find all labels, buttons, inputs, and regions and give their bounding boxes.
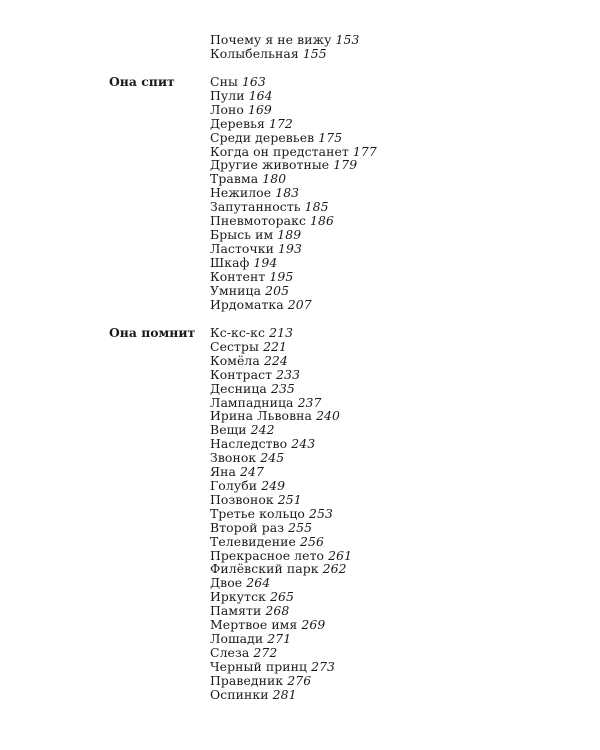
toc-entry <box>210 242 377 256</box>
toc-entry-page-number: 183 <box>275 185 300 201</box>
toc-entry <box>210 368 352 382</box>
toc-entry <box>210 576 352 590</box>
section-title-she-sleeps: Она спит <box>109 74 175 89</box>
toc-entry-page-number: 249 <box>261 477 286 493</box>
toc-entry-page-number: 207 <box>287 296 312 312</box>
toc-entry-title: Черный принц <box>210 658 308 674</box>
toc-entry-title: Умница <box>210 282 262 298</box>
toc-entry-title: Иркутск <box>210 589 267 605</box>
toc-entry-title: Филёвский парк <box>210 561 319 577</box>
toc-entry <box>210 688 352 702</box>
toc-entry <box>210 493 352 507</box>
toc-entry-title: Второй раз <box>210 519 285 535</box>
toc-entry <box>210 75 377 89</box>
section-she-sleeps-entries <box>210 75 377 311</box>
toc-entry-title: Сестры <box>210 338 260 354</box>
toc-entry-page-number: 233 <box>276 366 301 382</box>
toc-entry-page-number: 172 <box>268 115 293 131</box>
toc-entry-title: Другие животные <box>210 157 330 173</box>
toc-entry-title: Травма <box>210 171 259 187</box>
toc-entry <box>210 326 352 340</box>
toc-entry <box>210 451 352 465</box>
toc-entry <box>210 145 377 159</box>
toc-entry-page-number: 180 <box>262 171 287 187</box>
toc-entry <box>210 117 377 131</box>
toc-entry <box>210 646 352 660</box>
toc-entry-title: Когда он предстанет <box>210 143 349 159</box>
toc-entry-page-number: 268 <box>265 603 290 619</box>
toc-entry-page-number: 265 <box>270 589 295 605</box>
toc-entry-page-number: 264 <box>246 575 271 591</box>
toc-entry-title: Запутанность <box>210 199 301 215</box>
toc-entry-title: Праведник <box>210 672 284 688</box>
toc-entry <box>210 535 352 549</box>
toc-entry <box>210 396 352 410</box>
toc-entry-title: Ирина Львовна <box>210 408 313 424</box>
toc-entry <box>210 340 352 354</box>
toc-entry-title: Позвонок <box>210 491 274 507</box>
toc-entry-page-number: 247 <box>240 464 264 480</box>
toc-entry <box>210 354 352 368</box>
toc-entry-title: Памяти <box>210 603 262 619</box>
toc-entry-title: Наследство <box>210 436 288 452</box>
toc-entry-page-number: 186 <box>310 213 334 229</box>
toc-entry-page-number: 256 <box>300 533 324 549</box>
toc-entry <box>210 409 352 423</box>
toc-entry-title: Десница <box>210 380 267 396</box>
toc-entry-title: Двое <box>210 575 243 591</box>
toc-entry <box>210 270 377 284</box>
toc-entry-page-number: 242 <box>250 422 275 438</box>
toc-entry-title: Мертвое имя <box>210 617 298 633</box>
toc-entry-page-number: 237 <box>297 394 322 410</box>
toc-entry-title: Третье кольцо <box>210 505 305 521</box>
toc-entry-title: Яна <box>210 464 236 480</box>
toc-entry-page-number: 221 <box>263 338 288 354</box>
toc-entry <box>210 660 352 674</box>
toc-entry <box>210 131 377 145</box>
toc-entry-page-number: 253 <box>309 505 333 521</box>
toc-entry <box>210 103 377 117</box>
toc-entry-title: Звонок <box>210 450 257 466</box>
toc-entry-title: Телевидение <box>210 533 296 549</box>
toc-entry-title: Оспинки <box>210 686 269 702</box>
toc-entry <box>210 47 359 61</box>
toc-entry-title: Деревья <box>210 115 265 131</box>
toc-entry <box>210 590 352 604</box>
toc-entry-page-number: 251 <box>277 491 302 507</box>
toc-entry <box>210 479 352 493</box>
toc-entry-title: Кс-кс-кс <box>210 325 266 340</box>
toc-entry-page-number: 177 <box>352 143 377 159</box>
toc-entry-title: Нежилое <box>210 185 272 201</box>
toc-entry <box>210 284 377 298</box>
toc-entry-title: Ирдоматка <box>210 296 284 312</box>
toc-entry-page-number: 179 <box>333 157 358 173</box>
toc-entry-page-number: 245 <box>260 450 285 466</box>
toc-entry <box>210 214 377 228</box>
toc-entry-title: Контент <box>210 268 266 284</box>
toc-entry-page-number: 153 <box>335 32 360 47</box>
toc-entry <box>210 437 352 451</box>
toc-entry-page-number: 195 <box>269 268 294 284</box>
toc-entry-page-number: 163 <box>241 74 266 89</box>
toc-entry <box>210 632 352 646</box>
toc-entry-page-number: 240 <box>316 408 341 424</box>
toc-entry-title: Лошади <box>210 630 264 646</box>
toc-entry <box>210 228 377 242</box>
toc-entry-page-number: 273 <box>311 658 336 674</box>
toc-entry-title: Лампадница <box>210 394 294 410</box>
section-she-remembers-entries <box>210 326 352 701</box>
toc-entry-title: Колыбельная <box>210 45 299 61</box>
toc-entry <box>210 562 352 576</box>
toc-entry-title: Слеза <box>210 644 250 660</box>
toc-entry-title: Шкаф <box>210 254 250 270</box>
toc-entry <box>210 507 352 521</box>
toc-entry-title: Сны <box>210 74 238 89</box>
toc-entry-title: Пневмоторакс <box>210 213 306 229</box>
toc-entry <box>210 423 352 437</box>
toc-entry-title: Лоно <box>210 101 244 117</box>
section-title-she-remembers: Она помнит <box>109 325 196 340</box>
toc-entry-page-number: 255 <box>288 519 313 535</box>
toc-entry-title: Прекрасное лето <box>210 547 325 563</box>
toc-entry-title: Пули <box>210 87 245 103</box>
toc-entry-title: Комёла <box>210 352 260 368</box>
toc-entry <box>210 465 352 479</box>
toc-entry <box>210 89 377 103</box>
toc-entry-page-number: 261 <box>328 547 353 563</box>
toc-entry <box>210 256 377 270</box>
toc-entry-page-number: 281 <box>272 686 297 702</box>
toc-entry <box>210 186 377 200</box>
toc-entry-page-number: 169 <box>247 101 272 117</box>
toc-entry <box>210 521 352 535</box>
toc-entry <box>210 549 352 563</box>
toc-entry-title: Среди деревьев <box>210 129 315 145</box>
toc-entry-title: Ласточки <box>210 240 274 256</box>
toc-entry-page-number: 155 <box>302 45 327 61</box>
toc-entry-page-number: 205 <box>265 282 290 298</box>
toc-entry-page-number: 269 <box>301 617 326 633</box>
toc-entry-title: Вещи <box>210 422 247 438</box>
toc-entry <box>210 200 377 214</box>
toc-entry-page-number: 243 <box>291 436 316 452</box>
toc-entry <box>210 604 352 618</box>
toc-entry-page-number: 262 <box>322 561 347 577</box>
toc-entry <box>210 172 377 186</box>
toc-entry-page-number: 213 <box>269 325 294 340</box>
continued-section-entries <box>210 33 359 61</box>
toc-entry-page-number: 224 <box>263 352 288 368</box>
toc-entry-page-number: 271 <box>267 630 292 646</box>
toc-entry-title: Контраст <box>210 366 273 382</box>
toc-entry-page-number: 164 <box>248 87 273 103</box>
toc-entry-title: Брысь им <box>210 226 274 242</box>
toc-entry-title: Почему я не вижу <box>210 32 332 47</box>
toc-entry <box>210 33 359 47</box>
toc-entry <box>210 674 352 688</box>
toc-entry-page-number: 193 <box>278 240 302 256</box>
toc-entry-page-number: 276 <box>287 672 312 688</box>
toc-entry <box>210 618 352 632</box>
toc-entry <box>210 298 377 312</box>
toc-entry-page-number: 189 <box>277 226 302 242</box>
toc-entry-page-number: 194 <box>253 254 278 270</box>
toc-entry-title: Голуби <box>210 477 258 493</box>
toc-entry <box>210 382 352 396</box>
toc-entry-page-number: 185 <box>304 199 329 215</box>
toc-entry-page-number: 272 <box>253 644 278 660</box>
toc-entry-page-number: 175 <box>318 129 343 145</box>
toc-entry-page-number: 235 <box>270 380 295 396</box>
toc-entry <box>210 158 377 172</box>
